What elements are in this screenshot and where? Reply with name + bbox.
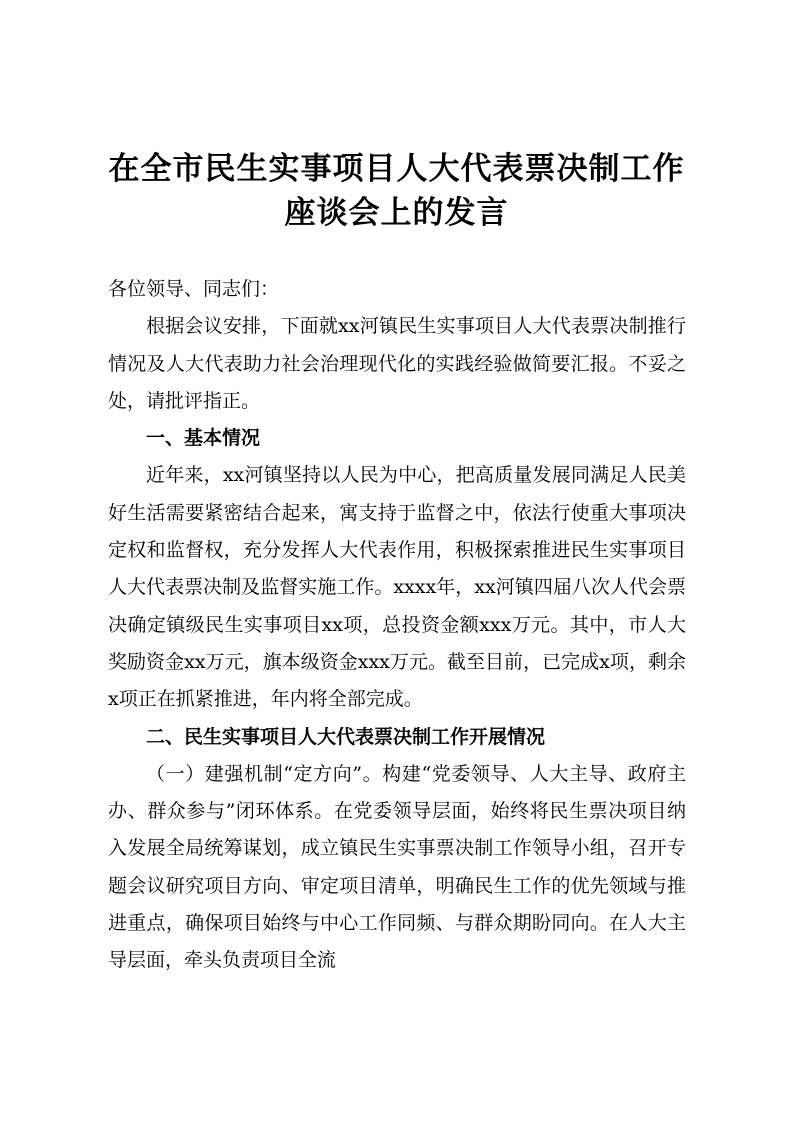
- section-2-heading: 二、民生实事项目人大代表票决制工作开展情况: [146, 725, 546, 748]
- section-2-paragraph: （一）建强机制“定方向”。构建“党委领导、人大主导、政府主办、群众参与”闭环体系。在党委领导层面，始终将民生票决项目纳入发展全局统筹谋划，成立镇民生实事票决制工作领导小组，召开专题会议研究项目方向、审定项目清单，明确民生工作的优先领域与推进重点，确保项目始终与中心工作同频、与群众期盼同向。在人大主导层面，牵头负责项目全流: [108, 762, 686, 972]
- document-title-line-1: 在全市民生实事项目人大代表票决制工作: [108, 151, 685, 187]
- salutation: 各位领导、同志们：: [108, 278, 280, 300]
- document-body: [108, 271, 686, 980]
- intro-paragraph: 根据会议安排，下面就xx河镇民生实事项目人大代表票决制推行情况及人大代表助力社会治理现代化的实践经验做简要汇报。不妥之处，请批评指正。: [108, 315, 686, 412]
- section-1-heading: 一、基本情况: [146, 427, 261, 450]
- document-title-line-2: 座谈会上的发言: [284, 195, 509, 231]
- section-1-paragraph: 近年来，xx河镇坚持以人民为中心，把高质量发展同满足人民美好生活需要紧密结合起来，寓支持于监督之中，依法行使重大事项决定权和监督权，充分发挥人大代表作用，积极探索推进民生实事项目人大代表票决制及监督实施工作。xxxx年，xx河镇四届八次人代会票决确定镇级民生实事项目xx项，总投资金额xxx万元。其中，市人大奖励资金xx万元，旗本级资金xxx万元。截至目前，已完成x项，剩余x项正在抓紧推进，年内将全部完成。: [108, 464, 686, 711]
